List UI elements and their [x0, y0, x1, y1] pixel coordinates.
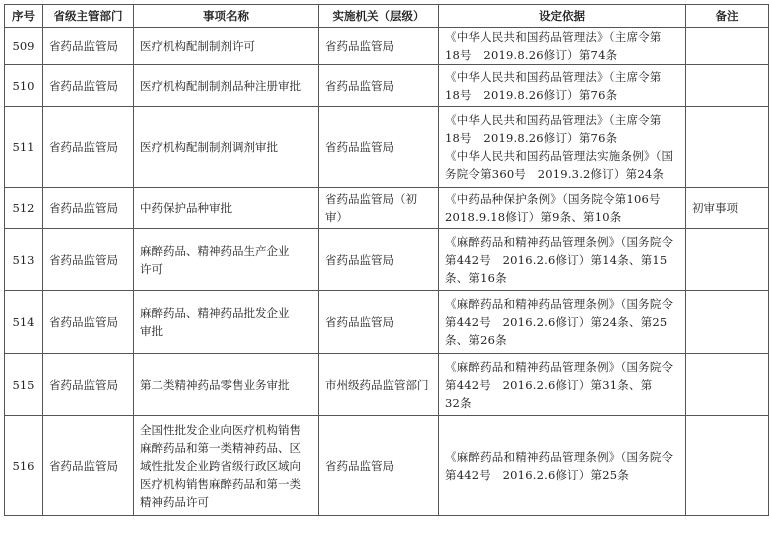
table-row [5, 28, 769, 65]
cell-item-name [134, 354, 319, 416]
cell-item-name [134, 229, 319, 291]
header-department: 省级主管部门 [43, 5, 134, 28]
cell-serial-no: 515 [5, 354, 43, 416]
legal-basis-line: 条、第26条 [445, 333, 507, 347]
cell-agency: 省药品监管局 [319, 291, 439, 354]
cell-department: 省药品监管局 [43, 229, 134, 291]
item-name-line: 精神药品许可 [140, 494, 209, 509]
cell-serial-no: 510 [5, 65, 43, 107]
cell-serial-no: 509 [5, 28, 43, 65]
item-name-line: 第二类精神药品零售业务审批 [140, 377, 290, 392]
table-header-row [5, 5, 769, 28]
legal-basis-line: 《麻醉药品和精神药品管理条例》（国务院令 [445, 234, 674, 249]
item-name-line: 全国性批发企业向医疗机构销售 [140, 422, 301, 437]
header-agency: 实施机关（层级） [319, 5, 439, 28]
cell-department: 省药品监管局 [43, 416, 134, 516]
item-name-line: 医疗机构配制制剂许可 [140, 39, 255, 53]
header-remarks: 备注 [686, 5, 769, 28]
table-row [5, 65, 769, 107]
cell-remarks: 初审事项 [686, 188, 769, 229]
cell-item-name [134, 416, 319, 516]
item-name-line: 中药保护品种审批 [140, 201, 232, 215]
cell-legal-basis [439, 416, 686, 516]
cell-serial-no: 516 [5, 416, 43, 516]
cell-item-name [134, 107, 319, 188]
legal-basis-line: 《麻醉药品和精神药品管理条例》（国务院令 [445, 359, 674, 374]
cell-legal-basis [439, 354, 686, 416]
header-serial-no: 序号 [5, 5, 43, 28]
table-row [5, 107, 769, 188]
legal-basis-line: 《麻醉药品和精神药品管理条例》（国务院令 [445, 297, 674, 311]
cell-agency: 省药品监管局 [319, 28, 439, 65]
cell-remarks [686, 229, 769, 291]
item-name-line: 医疗机构销售麻醉药品和第一类 [140, 476, 301, 491]
cell-item-name [134, 65, 319, 107]
cell-agency: 省药品监管局 [319, 65, 439, 107]
legal-basis-line: 32条 [445, 395, 472, 410]
cell-legal-basis [439, 28, 686, 65]
cell-department: 省药品监管局 [43, 65, 134, 107]
cell-remarks [686, 416, 769, 516]
cell-legal-basis [439, 188, 686, 229]
cell-remarks [686, 354, 769, 416]
legal-basis-line: 2018.9.18修订）第9条、第10条 [445, 210, 622, 224]
item-name-line: 麻醉药品、精神药品批发企业 [140, 306, 290, 320]
table-row [5, 416, 769, 516]
legal-basis-line: 《中华人民共和国药品管理法》（主席令第 [445, 69, 662, 84]
legal-basis-line: 《麻醉药品和精神药品管理条例》（国务院令 [445, 449, 674, 464]
cell-department: 省药品监管局 [43, 188, 134, 229]
header-legal-basis: 设定依据 [439, 5, 686, 28]
cell-item-name [134, 188, 319, 229]
header-item-name: 事项名称 [134, 5, 319, 28]
legal-basis-line: 《中药品种保护条例》（国务院令第106号 [445, 192, 661, 206]
cell-agency: 市州级药品监管部门 [319, 354, 439, 416]
legal-basis-line: 第442号 2016.2.6修订）第25条 [445, 467, 629, 482]
cell-legal-basis [439, 65, 686, 107]
legal-basis-line: 第442号 2016.2.6修订）第14条、第15 [445, 252, 668, 267]
item-name-line: 麻醉药品和第一类精神药品、区 [140, 440, 301, 455]
cell-serial-no: 511 [5, 107, 43, 188]
item-name-line: 许可 [140, 261, 163, 276]
cell-serial-no: 514 [5, 291, 43, 354]
legal-basis-line: 《中华人民共和国药品管理法》（主席令第 [445, 30, 662, 44]
item-name-line: 域性批发企业跨省级行政区域向 [140, 458, 301, 473]
legal-basis-line: 条、第16条 [445, 270, 507, 285]
cell-serial-no: 512 [5, 188, 43, 229]
cell-legal-basis [439, 229, 686, 291]
legal-basis-line: 第442号 2016.2.6修订）第31条、第 [445, 377, 653, 392]
cell-remarks [686, 291, 769, 354]
cell-remarks [686, 107, 769, 188]
table-row [5, 229, 769, 291]
legal-basis-line: 第442号 2016.2.6修订）第24条、第25 [445, 315, 668, 329]
legal-basis-line: 18号 2019.8.26修订）第76条 [445, 131, 618, 145]
table-row [5, 291, 769, 354]
cell-department: 省药品监管局 [43, 291, 134, 354]
cell-department: 省药品监管局 [43, 107, 134, 188]
approval-items-table [4, 4, 769, 516]
item-name-line: 麻醉药品、精神药品生产企业 [140, 243, 290, 258]
cell-legal-basis [439, 107, 686, 188]
item-name-line: 医疗机构配制制剂品种注册审批 [140, 78, 301, 93]
legal-basis-line: 18号 2019.8.26修订）第76条 [445, 87, 618, 102]
cell-legal-basis [439, 291, 686, 354]
table-row [5, 188, 769, 229]
cell-agency: 省药品监管局（初审） [319, 188, 439, 229]
cell-agency: 省药品监管局 [319, 107, 439, 188]
item-name-line: 审批 [140, 324, 163, 338]
cell-remarks [686, 65, 769, 107]
cell-item-name [134, 291, 319, 354]
cell-item-name [134, 28, 319, 65]
cell-serial-no: 513 [5, 229, 43, 291]
cell-department: 省药品监管局 [43, 354, 134, 416]
legal-basis-line: 18号 2019.8.26修订）第74条 [445, 48, 618, 62]
item-name-line: 医疗机构配制制剂调剂审批 [140, 140, 278, 154]
cell-department: 省药品监管局 [43, 28, 134, 65]
cell-remarks [686, 28, 769, 65]
table-row [5, 354, 769, 416]
legal-basis-line: 《中华人民共和国药品管理法》（主席令第 [445, 113, 662, 127]
cell-agency: 省药品监管局 [319, 229, 439, 291]
cell-agency: 省药品监管局 [319, 416, 439, 516]
legal-basis-line: 务院令第360号 2019.3.2修订）第24条 [445, 167, 665, 181]
legal-basis-line: 《中华人民共和国药品管理法实施条例》（国 [445, 149, 674, 163]
